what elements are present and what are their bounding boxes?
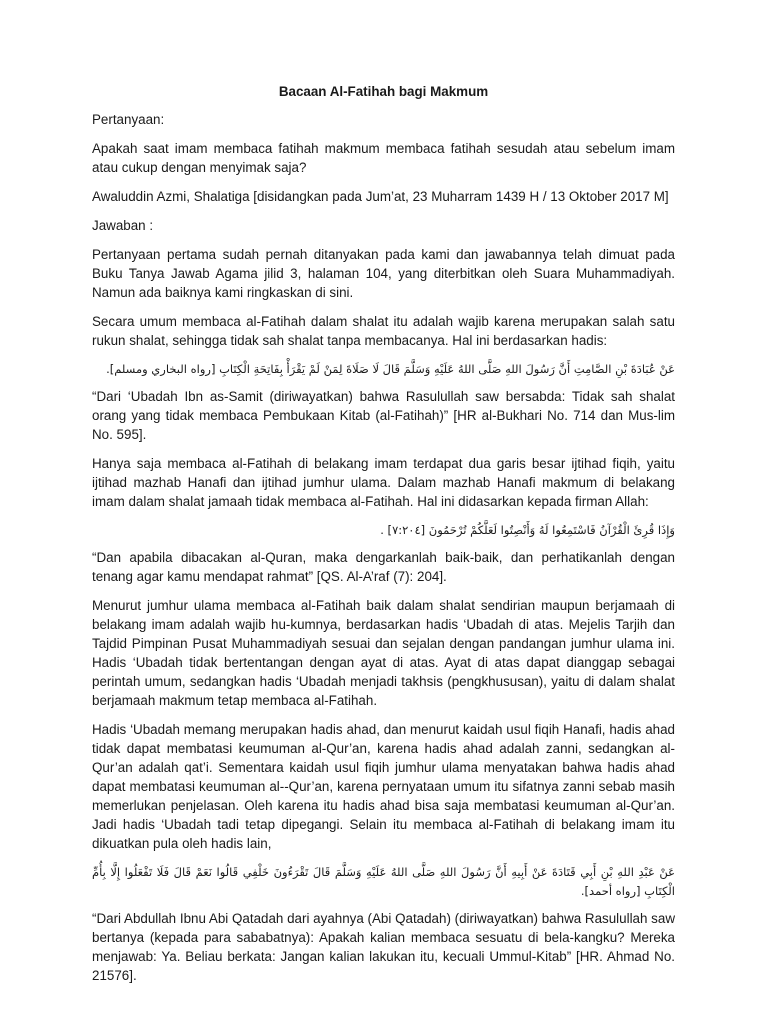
document-page xyxy=(92,82,675,995)
arabic-hadith-qatadah: عَنْ عَبْدِ اللهِ بْنِ أَبِي قَتَادَةَ عَنْ أَبِيهِ أَنَّ رَسُولَ اللهِ صَلَّى اللهُ عَلَيْهِ وَسَلَّمَ قَالَ تَقْرَءُونَ خَلْفِي قَالُوا نَعَمْ قَالَ فَلَا تَفْعَلُوا إِلَّا بِأُمِّ الْكِتَابِ [رواه أحمد]. xyxy=(92,865,675,898)
translation-quran-verse: “Dan apabila dibacakan al-Quran, maka dengarkanlah baik-baik, dan perhatikanlah dengan tenang agar kamu mendapat rahmat” [QS. Al-A’raf (7): 204]. xyxy=(92,550,675,584)
question-text: Apakah saat imam membaca fatihah makmum membaca fatihah sesudah atau sebelum imam atau cukup dengan menyimak saja? xyxy=(92,141,675,175)
arabic-hadith-ubadah: عَنْ عُبَادَةَ بْنِ الصَّامِتِ أَنَّ رَسُولَ اللهِ صَلَّى اللهُ عَلَيْهِ وَسَلَّمَ قَالَ لَا صَلَاةَ لِمَنْ لَمْ يَقْرَأْ بِفَاتِحَةِ الْكِتَابِ [رواه البخاري ومسلم]. xyxy=(106,362,675,376)
answer-paragraph-5: Hadis ‘Ubadah memang merupakan hadis ahad, dan menurut kaidah usul fiqih Hanafi, hadis ahad tidak dapat membatasi keumuman al-Qur’an, karena hadis ahad adalah zanni, sedangkan al-Qur’an adalah qat’i. Sementara kaidah usul fiqih jumhur ulama menyatakan bahwa hadis ahad dapat membatasi keumuman al--Qur’an, karena pernyataan umum itu sifatnya zanni sebab masih memerlukan penjelasan. Oleh karena itu hadis ahad bisa saja membatasi keumuman al-Qur’an. Jadi hadis ‘Ubadah tadi tetap dipegangi. Selain itu membaca al-Fatihah di belakang imam itu dikuatkan pula oleh hadis lain, xyxy=(92,722,675,851)
answer-paragraph-1: Pertanyaan pertama sudah pernah ditanyakan pada kami dan jawabannya telah dimuat pada Buku Tanya Jawab Agama jilid 3, halaman 104, yang diterbitkan oleh Suara Muhammadiyah. Namun ada baiknya kami ringkaskan di sini. xyxy=(92,247,675,300)
translation-hadith-qatadah: “Dari Abdullah Ibnu Abi Qatadah dari ayahnya (Abi Qatadah) (diriwayatkan) bahwa Rasulullah saw bertanya (kepada para sababatnya): Apakah kalian membaca sesuatu di bela-kangku? Mereka menjawab: Ya. Beliau berkata: Jangan kalian lakukan itu, kecuali Ummul-Kitab” [HR. Ahmad No. 21576]. xyxy=(92,911,675,983)
document-title: Bacaan Al-Fatihah bagi Makmum xyxy=(278,84,489,99)
translation-hadith-ubadah: “Dari ‘Ubadah Ibn as-Samit (diriwayatkan) bahwa Rasulullah saw bersabda: Tidak sah shalat orang yang tidak membaca Pembukaan Kitab (al-Fatihah)” [HR al-Bukhari No. 714 dan Mus-lim No. 595]. xyxy=(92,389,675,442)
arabic-quran-verse: وَإِذَا قُرِئَ الْقُرْآنُ فَاسْتَمِعُوا لَهُ وَأَنْصِتُوا لَعَلَّكُمْ تُرْحَمُونَ [٧:٢٠٤] . xyxy=(380,523,675,537)
answer-paragraph-3: Hanya saja membaca al-Fatihah di belakang imam terdapat dua garis besar ijtihad fiqih, yaitu ijtihad mazhab Hanafi dan ijtihad jumhur ulama. Dalam mazhab Hanafi makmum di belakang imam dalam shalat jamaah tidak membaca al-Fatihah. Hal ini didasarkan kepada firman Allah: xyxy=(92,456,675,509)
answer-paragraph-4: Menurut jumhur ulama membaca al-Fatihah baik dalam shalat sendirian maupun berjamaah di belakang imam adalah wajib hu-kumnya, berdasarkan hadis ‘Ubadah di atas. Mejelis Tarjih dan Tajdid Pimpinan Pusat Muhammadiyah sesuai dan sejalan dengan pandangan jumhur ulama ini. Hadis ‘Ubadah tidak bertentangan dengan ayat di atas. Ayat di atas dapat dianggap sebagai perintah umum, sedangkan hadis ‘Ubadah menjadi takhsis (pengkhususan), yaitu di dalam shalat berjamaah makmum tetap membaca al-Fatihah. xyxy=(92,598,675,708)
answer-label: Jawaban : xyxy=(92,218,154,233)
question-label: Pertanyaan: xyxy=(92,112,165,127)
answer-paragraph-2: Secara umum membaca al-Fatihah dalam shalat itu adalah wajib karena merupakan salah satu rukun shalat, sehingga tidak sah shalat tanpa membacanya. Hal ini berdasarkan hadis: xyxy=(92,314,675,348)
asker-info: Awaluddin Azmi, Shalatiga [disidangkan pada Jum’at, 23 Muharram 1439 H / 13 Oktober 2017 M] xyxy=(92,189,669,204)
